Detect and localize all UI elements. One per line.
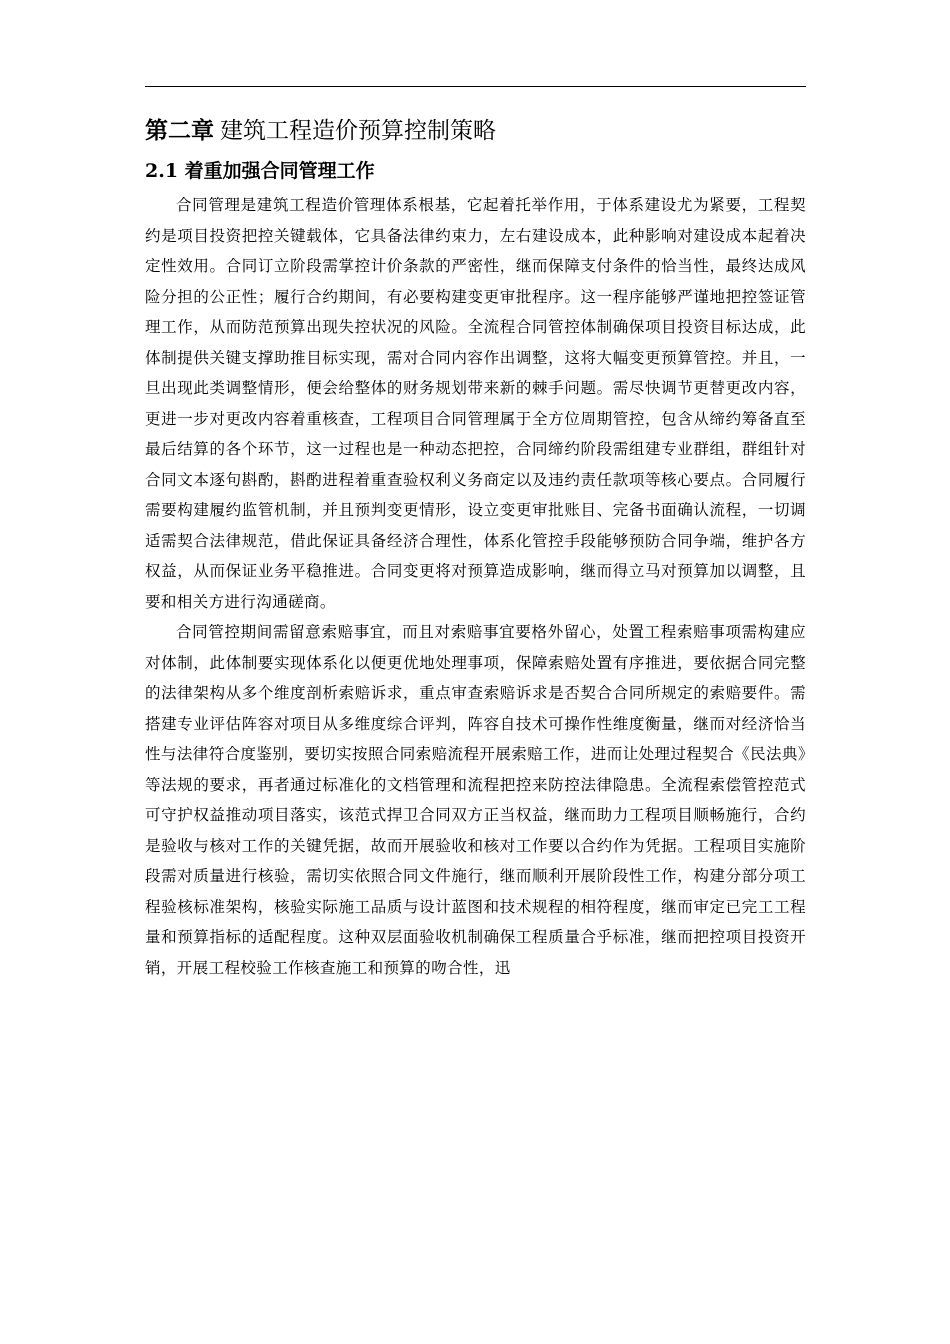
- body-paragraph: 合同管控期间需留意索赔事宜，而且对索赔事宜要格外留心，处置工程索赔事项需构建应对体制，此体制要实现体系化以便更优地处理事项，保障索赔处置有序推进，要依据合同完整的法律架构从多个维度剖析索赔诉求，重点审查索赔诉求是否契合合同所规定的索赔要件。需搭建专业评估阵容对项目从多维度综合评判，阵容自技术可操作性维度衡量，继而对经济恰当性与法律符合度鉴别，要切实按照合同索赔流程开展索赔工作，进而让处理过程契合《民法典》等法规的要求，再者通过标准化的文档管理和流程把控来防控法律隐患。全流程索偿管控范式可守护权益推动项目落实，该范式捍卫合同双方正当权益，继而助力工程项目顺畅施行，合约是验收与核对工作的关键凭据，故而开展验收和核对工作要以合约作为凭据。工程项目实施阶段需对质量进行核验，需切实依照合同文件施行，继而顺利开展阶段性工作，构建分部分项工程验核标准架构，核验实际施工品质与设计蓝图和技术规程的相符程度，继而审定已完工工程量和预算指标的适配程度。这种双层面验收机制确保工程质量合乎标准，继而把控项目投资开销，开展工程校验工作核查施工和预算的吻合性，迅: [145, 623, 806, 977]
- body-paragraph: 合同管理是建筑工程造价管理体系根基，它起着托举作用，于体系建设尤为紧要，工程契约是项目投资把控关键载体，它具备法律约束力，左右建设成本，此种影响对建设成本起着决定性效用。合同订立阶段需掌控计价条款的严密性，继而保障支付条件的恰当性，最终达成风险分担的公正性；履行合约期间，有必要构建变更审批程序。这一程序能够严谨地把控签证管理工作，从而防范预算出现失控状况的风险。全流程合同管控体制确保项目投资目标达成，此体制提供关键支撑助推目标实现，需对合同内容作出调整，这将大幅变更预算管控。并且，一旦出现此类调整情形，便会给整体的财务规划带来新的棘手问题。需尽快调节更替更改内容，更进一步对更改内容着重核查，工程项目合同管理属于全方位周期管控，包含从缔约筹备直至最后结算的各个环节，这一过程也是一种动态把控，合同缔约阶段需组建专业群组，群组针对合同文本逐句斟酌，斟酌进程着重查验权利义务商定以及违约责任款项等核心要点。合同履行需要构建履约监管机制，并且预判变更情形，设立变更审批账目、完备书面确认流程，一切调适需契合法律规范，借此保证具备经济合理性，体系化管控手段能够预防合同争端，维护各方权益，从而保证业务平稳推进。合同变更将对预算造成影响，继而得立马对预算加以调整，且要和相关方进行沟通磋商。: [145, 196, 806, 611]
- header-rule: [145, 86, 806, 87]
- chapter-number: 第二章: [145, 117, 214, 144]
- chapter-title: [145, 112, 806, 150]
- section-title: 2.1 着重加强合同管理工作: [145, 160, 375, 182]
- chapter-name: 建筑工程造价预算控制策略: [220, 118, 496, 144]
- page-content: [145, 112, 806, 983]
